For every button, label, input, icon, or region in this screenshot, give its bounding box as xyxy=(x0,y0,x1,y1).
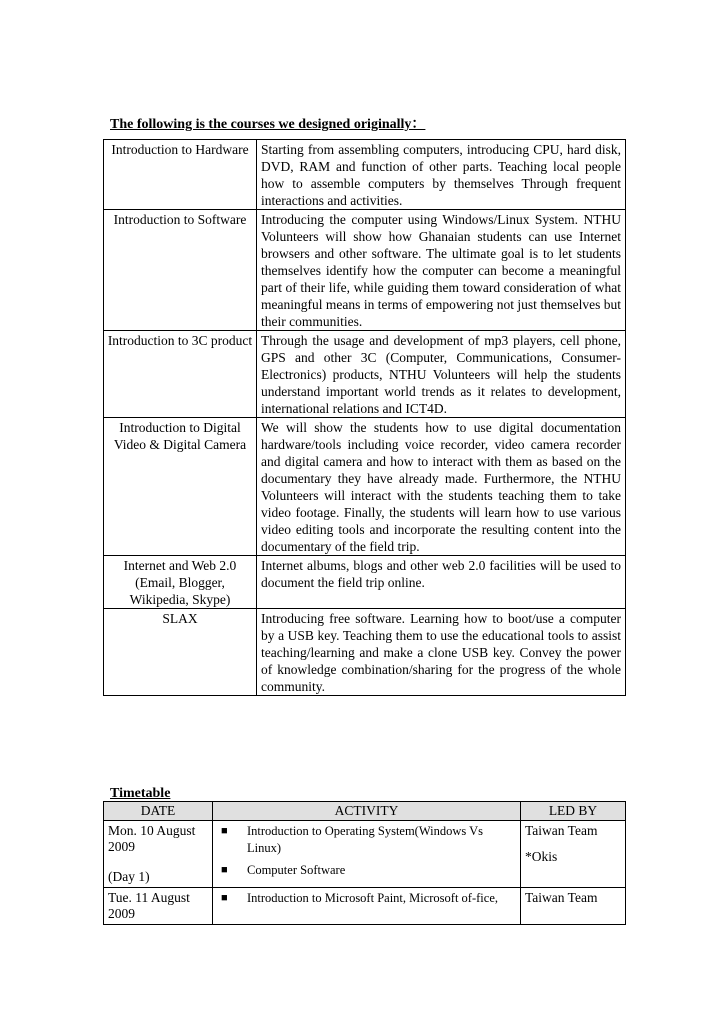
timetable-header-row xyxy=(104,802,626,821)
table-row xyxy=(104,609,626,696)
course-description: Internet albums, blogs and other web 2.0 facilities will be used to document the field trip online. xyxy=(257,556,626,609)
table-row xyxy=(104,331,626,418)
course-name: Introduction to Hardware xyxy=(104,140,257,210)
activity-list xyxy=(217,890,516,907)
course-description: Through the usage and development of mp3 players, cell phone, GPS and other 3C (Computer, Communications, Consumer-Electronics) products, NTHU Volunteers will help the students understand important world trends as it relates to development, international relations and ICT4D. xyxy=(257,331,626,418)
activity-text: Introduction to Operating System(Windows Vs Linux) xyxy=(247,824,484,855)
table-row xyxy=(104,210,626,331)
header-activity: ACTIVITY xyxy=(213,802,521,821)
bullet-square-icon: ■ xyxy=(221,892,228,904)
activity-text: Introduction to Microsoft Paint, Microsoft of-fice, xyxy=(247,891,498,905)
table-row xyxy=(104,140,626,210)
list-item xyxy=(217,890,516,907)
activity-cell xyxy=(213,888,521,925)
activity-text: Computer Software xyxy=(247,863,346,877)
table-row xyxy=(104,821,626,888)
course-description: Starting from assembling computers, introducing CPU, hard disk, DVD, RAM and function of other parts. Teaching local people how to assemble computers by themselves Through frequent interactions and activities. xyxy=(257,140,626,210)
day-label: (Day 1) xyxy=(108,869,150,884)
led-by-text: Taiwan Team xyxy=(525,823,598,838)
course-name: Internet and Web 2.0 (Email, Blogger, Wikipedia, Skype) xyxy=(104,556,257,609)
header-date: DATE xyxy=(104,802,213,821)
list-item xyxy=(217,862,516,879)
courses-heading: The following is the courses we designed originally： xyxy=(110,117,426,132)
course-name: Introduction to Software xyxy=(104,210,257,331)
course-description: Introducing free software. Learning how to boot/use a computer by a USB key. Teaching them to use the educational tools to assist teaching/learning and make a clone USB key. Convey the power of knowledge combination/sharing for the progress of the whole community. xyxy=(257,609,626,696)
list-item xyxy=(217,823,516,857)
led-by-extra: *Okis xyxy=(525,849,558,864)
date-text: Mon. 10 August 2009 xyxy=(108,823,196,854)
table-row xyxy=(104,888,626,925)
table-row xyxy=(104,556,626,609)
led-by-cell xyxy=(521,821,626,888)
course-name: Introduction to Digital Video & Digital Camera xyxy=(104,418,257,556)
bullet-square-icon: ■ xyxy=(221,825,228,837)
course-description: Introducing the computer using Windows/Linux System. NTHU Volunteers will show how Ghanaian students can use Internet browsers and other software. The ultimate goal is to let students themselves identify how the computer can become a meaningful part of their life, while guiding them toward consideration of what meaningful means in terms of empowering not just themselves but their communities. xyxy=(257,210,626,331)
timetable-heading: Timetable xyxy=(110,786,171,801)
activity-cell xyxy=(213,821,521,888)
led-by-text: Taiwan Team xyxy=(525,890,598,905)
header-led-by: LED BY xyxy=(521,802,626,821)
led-by-cell xyxy=(521,888,626,925)
date-cell xyxy=(104,888,213,925)
course-name: SLAX xyxy=(104,609,257,696)
table-row xyxy=(104,418,626,556)
date-cell xyxy=(104,821,213,888)
bullet-square-icon: ■ xyxy=(221,864,228,876)
course-description: We will show the students how to use digital documentation hardware/tools including voice recorder, video camera recorder and digital camera and how to interact with them as based on the documentary they have already made. Furthermore, the NTHU Volunteers will interact with the students teaching them to take video footage. Finally, the students will learn how to use various video editing tools and incorporate the resulting content into the documentary of the field trip. xyxy=(257,418,626,556)
courses-table xyxy=(103,139,626,696)
course-name: Introduction to 3C product xyxy=(104,331,257,418)
date-text: Tue. 11 August 2009 xyxy=(108,890,190,921)
activity-list xyxy=(217,823,516,879)
timetable-table xyxy=(103,801,626,925)
